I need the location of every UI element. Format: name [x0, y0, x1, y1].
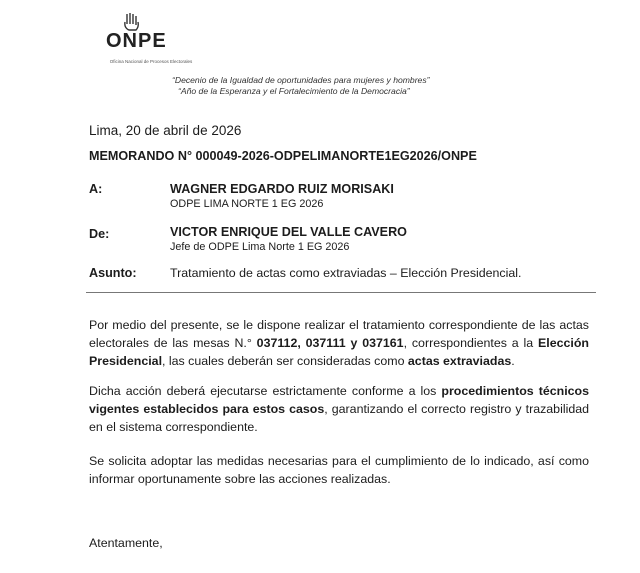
voting-hand-icon — [125, 13, 138, 30]
from-label: De: — [89, 227, 110, 241]
body-paragraph-1: Por medio del presente, se le dispone realizar el tratamiento correspondiente de las actas electorales de las mesas N.° 037112, 037111 y 037161, correspondientes a la Elección Presidencial, las cuales deberán ser consideradas como actas extraviadas. — [89, 318, 589, 368]
subject-label: Asunto: — [89, 266, 137, 280]
closing-text: Atentamente, — [89, 536, 163, 550]
logo-subtitle: Oficina Nacional de Procesos Electorales — [109, 59, 193, 64]
sender-name: VICTOR ENRIQUE DEL VALLE CAVERO — [170, 225, 407, 239]
to-label: A: — [89, 182, 103, 196]
subject-text: Tratamiento de actas como extraviadas – Elección Presidencial. — [170, 266, 522, 280]
motto-line-1: “Decenio de la Igualdad de oportunidades para mujeres y hombres” — [172, 75, 430, 85]
divider — [86, 292, 596, 293]
recipient-name: WAGNER EDGARDO RUIZ MORISAKI — [170, 182, 394, 196]
memo-date: Lima, 20 de abril de 2026 — [89, 123, 242, 138]
logo-wordmark: ONPE — [106, 30, 167, 52]
recipient-role: ODPE LIMA NORTE 1 EG 2026 — [170, 198, 324, 210]
memo-number: MEMORANDO N° 000049-2026-ODPELIMANORTE1EG2026/ONPE — [89, 149, 477, 163]
body-paragraph-3: Se solicita adoptar las medidas necesarias para el cumplimiento de lo indicado, así como informar oportunamente sobre las acciones realizadas. — [89, 454, 589, 486]
body-paragraph-2: Dicha acción deberá ejecutarse estrictamente conforme a los procedimientos técnicos vigentes establecidos para estos casos, garantizando el correcto registro y trazabilidad en el sistema correspondiente. — [89, 384, 590, 434]
sender-role: Jefe de ODPE Lima Norte 1 EG 2026 — [170, 241, 350, 253]
motto-line-2: “Año de la Esperanza y el Fortalecimiento de la Democracia” — [178, 86, 410, 96]
